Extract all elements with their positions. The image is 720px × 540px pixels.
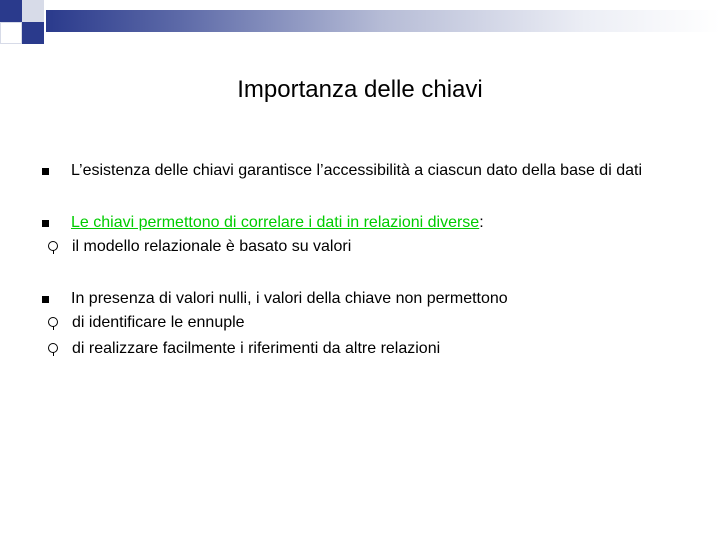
square-bullet-icon xyxy=(42,220,49,227)
bullet-text: L’esistenza delle chiavi garantisce l’accessibilità a ciascun dato della base di dati xyxy=(71,162,642,179)
decor-square xyxy=(0,0,22,22)
circle-bullet-icon xyxy=(48,241,58,251)
bullet-list xyxy=(40,160,690,362)
decor-square xyxy=(22,22,44,44)
slide-title: Importanza delle chiavi xyxy=(237,76,483,103)
bullet-suffix: : xyxy=(479,214,484,231)
bullet-item xyxy=(40,288,690,362)
bullet-highlight-text: Le chiavi permettono di correlare i dati in relazioni diverse xyxy=(71,214,480,231)
sub-bullet-item xyxy=(40,310,690,336)
sub-bullet-text: il modello relazionale è basato su valori xyxy=(72,238,352,255)
decor-square xyxy=(0,22,22,44)
sub-bullet-text: di realizzare facilmente i riferimenti da altre relazioni xyxy=(72,340,441,357)
header-decoration xyxy=(0,0,720,50)
square-bullet-icon xyxy=(42,168,49,175)
header-gradient-bar xyxy=(46,10,720,32)
sub-bullet-item xyxy=(40,234,690,260)
bullet-item xyxy=(40,212,690,260)
bullet-item xyxy=(40,160,690,182)
decor-square xyxy=(22,0,44,22)
bullet-text: In presenza di valori nulli, i valori della chiave non permettono xyxy=(71,290,508,307)
circle-bullet-icon xyxy=(48,343,58,353)
sub-bullet-item xyxy=(40,336,690,362)
square-bullet-icon xyxy=(42,296,49,303)
sub-bullet-text: di identificare le ennuple xyxy=(72,314,245,331)
circle-bullet-icon xyxy=(48,317,58,327)
